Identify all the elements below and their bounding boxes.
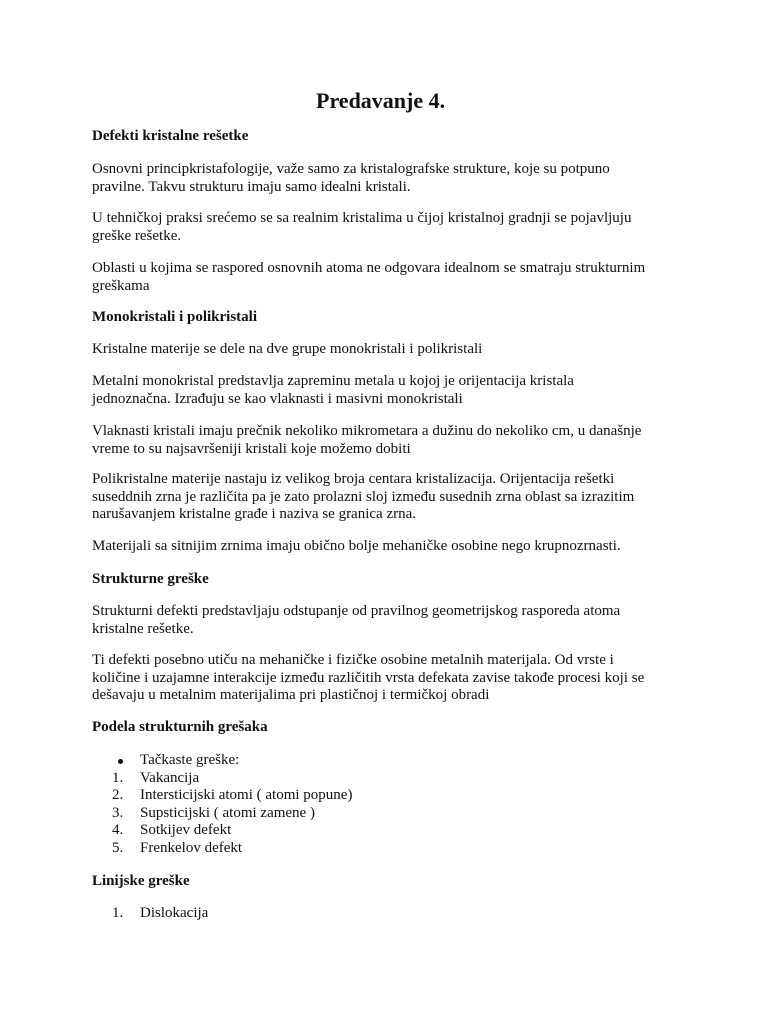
- paragraph-metal-monocrystal: [92, 373, 682, 408]
- linear-defects-list: [92, 905, 492, 923]
- paragraph-line: Vlaknasti kristali imaju prečnik nekoliko mikrometara a dužinu do nekoliko cm, u današnje: [92, 423, 642, 439]
- paragraph-line: Metalni monokristal predstavlja zapreminu metala u kojoj je orijentacija kristala: [92, 373, 574, 389]
- paragraph-line: greške rešetke.: [92, 227, 182, 244]
- paragraph-line: Ti defekti posebno utiču na mehaničke i fizičke osobine metalnih materijala. Od vrste i: [92, 652, 614, 668]
- paragraph-line: Oblasti u kojima se raspored osnovnih atoma ne odgovara idealnom se smatraju strukturnim: [92, 260, 646, 276]
- list-item-number: 2.: [112, 787, 124, 803]
- list-item-text: Sotkijev defekt: [140, 822, 232, 838]
- paragraph-line: kristalne rešetke.: [92, 620, 194, 637]
- heading-division-structural-defects: Podela strukturnih grešaka: [92, 719, 268, 735]
- paragraph-line: pravilne. Takvu strukturu imaju samo idealni kristali.: [92, 178, 411, 195]
- paragraph-line: Polikristalne materije nastaju iz velikog broja centara kristalizacija. Orijentacija rešetki: [92, 471, 615, 487]
- paragraph-crystallography-principles: [92, 161, 682, 196]
- paragraph-line: narušavanjem kristalne građe i naziva se granica zrna.: [92, 506, 417, 522]
- page-title: Predavanje 4.: [316, 88, 446, 113]
- list-item-number: 1.: [112, 905, 124, 921]
- paragraph-line: Osnovni principkristafologije, važe samo za kristalografske strukture, koje su potpuno: [92, 161, 610, 177]
- list-item: [92, 805, 492, 823]
- list-item-number: 5.: [112, 839, 124, 856]
- paragraph-line: vreme to su najsavršeniji kristali koje možemo dobiti: [92, 440, 411, 457]
- paragraph-line: suseddnih zrna je različita pa je zato prolazni sloj između susednih zrna oblast sa izrazitim: [92, 488, 635, 505]
- list-item-number: 4.: [112, 822, 124, 838]
- paragraph-fine-grained-materials: [92, 538, 682, 556]
- list-item-bullet: [92, 752, 492, 770]
- list-item-text: Frenkelov defekt: [140, 839, 243, 856]
- list-item: [92, 905, 492, 923]
- paragraph-line: dešavaju u metalnim materijalima pri plastičnoj i termičkoj obradi: [92, 687, 490, 703]
- list-item: [92, 840, 492, 858]
- point-defects-list: [92, 752, 492, 857]
- paragraph-defect-effects: [92, 652, 682, 705]
- heading-crystal-lattice-defects: Defekti kristalne rešetke: [92, 128, 249, 144]
- paragraph-line: količine i uzajamne interakcije između različitih vrsta defekata zavise takođe procesi koji se: [92, 669, 645, 686]
- bullet-icon: [118, 759, 123, 764]
- list-item-text: Supsticijski ( atomi zamene ): [140, 804, 315, 821]
- list-item-number: 3.: [112, 804, 124, 821]
- list-item-text: Intersticijski atomi ( atomi popune): [140, 787, 353, 803]
- heading-linear-defects: Linijske greške: [92, 873, 190, 889]
- paragraph-line: greškama: [92, 277, 150, 294]
- paragraph-fiber-crystals: [92, 423, 682, 458]
- paragraph-structural-defects-definition: [92, 260, 682, 295]
- paragraph-real-crystals: [92, 210, 682, 245]
- paragraph-line: jednoznačna. Izrađuju se kao vlaknasti i masivni monokristali: [92, 390, 463, 407]
- paragraph-two-groups: [92, 341, 682, 359]
- paragraph-line: Kristalne materije se dele na dve grupe monokristali i polikristali: [92, 341, 483, 357]
- paragraph-line: Strukturni defekti predstavljaju odstupanje od pravilnog geometrijskog rasporeda atoma: [92, 603, 621, 619]
- list-item-number: 1.: [112, 769, 124, 786]
- paragraph-structural-defects-deviation: [92, 603, 682, 638]
- list-item-text: Tačkaste greške:: [140, 752, 240, 768]
- paragraph-line: U tehničkoj praksi srećemo se sa realnim kristalima u čijoj kristalnoj gradnji se pojavljuju: [92, 210, 632, 226]
- heading-structural-defects: Strukturne greške: [92, 571, 209, 587]
- paragraph-line: Materijali sa sitnijim zrnima imaju obično bolje mehaničke osobine nego krupnozrnasti.: [92, 538, 621, 554]
- list-item: [92, 787, 492, 805]
- list-item: [92, 822, 492, 840]
- paragraph-polycrystalline-materials: [92, 471, 682, 524]
- list-item-text: Dislokacija: [140, 905, 209, 921]
- list-item: [92, 770, 492, 788]
- list-item-text: Vakancija: [140, 769, 200, 786]
- heading-monocrystals-polycrystals: Monokristali i polikristali: [92, 309, 258, 325]
